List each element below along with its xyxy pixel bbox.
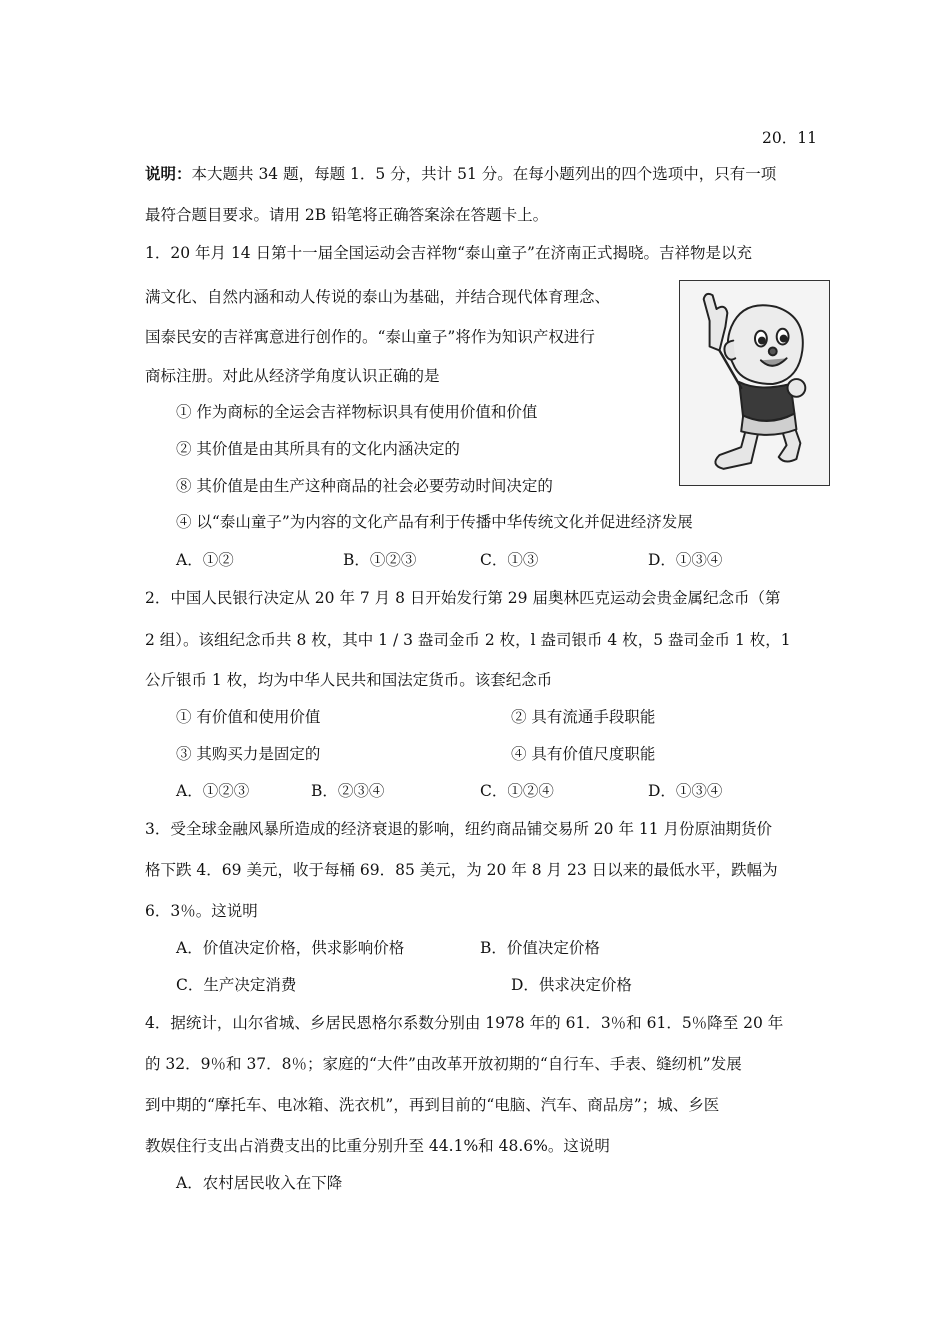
q1-item-3: ⑧ 其价值是由生产这种商品的社会必要劳动时间决定的: [176, 477, 553, 495]
q2-stem-line-2: 2 组）。该组纪念币共 8 枚，其中 1 / 3 盎司金币 2 枚，l 盎司银币 4 枚，5 盎司金币 1 枚，1: [145, 631, 791, 649]
q4-stem-line-4: 教娱住行支出占消费支出的比重分别升至 44.1%和 48.6%。这说明: [145, 1137, 610, 1155]
q3-option-b: B．价值决定价格: [480, 939, 600, 957]
q1-option-d: D．①③④: [648, 551, 723, 569]
q3-option-d: D．供求决定价格: [511, 976, 632, 994]
instructions-text-1: 本大题共 34 题，每题 1．5 分，共计 51 分。在每小题列出的四个选项中，只有一项: [191, 165, 777, 183]
mascot-image: [679, 280, 830, 486]
q1-stem-line-4: 商标注册。对此从经济学角度认识正确的是: [145, 367, 440, 385]
q1-item-4: ④ 以“泰山童子”为内容的文化产品有利于传播中华传统文化并促进经济发展: [176, 513, 693, 531]
q1-stem-line-3: 国泰民安的吉祥寓意进行创作的。“泰山童子”将作为知识产权进行: [145, 328, 595, 346]
q1-stem-line-1: 1．20 年月 14 日第十一届全国运动会吉祥物“泰山童子”在济南正式揭晓。吉祥物是以充: [145, 244, 752, 262]
q2-option-c: C．①②④: [480, 782, 554, 800]
q4-option-a: A．农村居民收入在下降: [176, 1174, 343, 1192]
q2-item-3: ③ 其购买力是固定的: [176, 745, 321, 763]
q1-option-a: A．①②: [176, 551, 234, 569]
q1-option-b: B．①②③: [343, 551, 417, 569]
q2-option-a: A．①②③: [176, 782, 250, 800]
q2-item-1: ① 有价值和使用价值: [176, 708, 321, 726]
instructions-line-2: 最符合题目要求。请用 2B 铅笔将正确答案涂在答题卡上。: [145, 206, 549, 224]
q1-option-c: C．①③: [480, 551, 539, 569]
q1-stem-line-2: 满文化、自然内涵和动人传说的泰山为基础，并结合现代体育理念、: [145, 288, 611, 306]
q2-item-4: ④ 具有价值尺度职能: [511, 745, 656, 763]
q1-item-2: ② 其价值是由其所具有的文化内涵决定的: [176, 440, 460, 458]
q2-stem-line-3: 公斤银币 1 枚，均为中华人民共和国法定货币。该套纪念币: [145, 671, 553, 689]
q2-option-d: D．①③④: [648, 782, 723, 800]
mascot-illustration: [680, 281, 829, 485]
q2-stem-line-1: 2．中国人民银行决定从 20 年 7 月 8 日开始发行第 29 届奥林匹克运动会贵金属纪念币（第: [145, 589, 781, 607]
q4-stem-line-2: 的 32．9％和 37．8％；家庭的“大件”由改革开放初期的“自行车、手表、缝纫机”发展: [145, 1055, 742, 1073]
instructions-line-1: [145, 164, 776, 184]
q3-stem-line-3: 6．3％。这说明: [145, 902, 258, 920]
q3-stem-line-2: 格下跌 4．69 美元，收于每桶 69．85 美元，为 20 年 8 月 23 日以来的最低水平，跌幅为: [145, 861, 778, 879]
q3-stem-line-1: 3．受全球金融风暴所造成的经济衰退的影响，纽约商品铺交易所 20 年 11 月份原油期货价: [145, 820, 773, 838]
q2-item-2: ② 具有流通手段职能: [511, 708, 656, 726]
q4-stem-line-1: 4．据统计，山尔省城、乡居民恩格尔系数分别由 1978 年的 61．3％和 61．5％降至 20 年: [145, 1014, 784, 1032]
q1-item-1: ① 作为商标的全运会吉祥物标识具有使用价值和价值: [176, 403, 538, 421]
q4-stem-line-3: 到中期的“摩托车、电冰箱、洗衣机”，再到目前的“电脑、汽车、商品房”；城、乡医: [145, 1096, 720, 1114]
q3-option-c: C．生产决定消费: [176, 976, 297, 994]
q2-option-b: B．②③④: [311, 782, 385, 800]
q3-option-a: A．价值决定价格，供求影响价格: [176, 939, 405, 957]
page-date: 20．11: [762, 129, 817, 147]
instructions-label: 说明：: [145, 164, 192, 183]
